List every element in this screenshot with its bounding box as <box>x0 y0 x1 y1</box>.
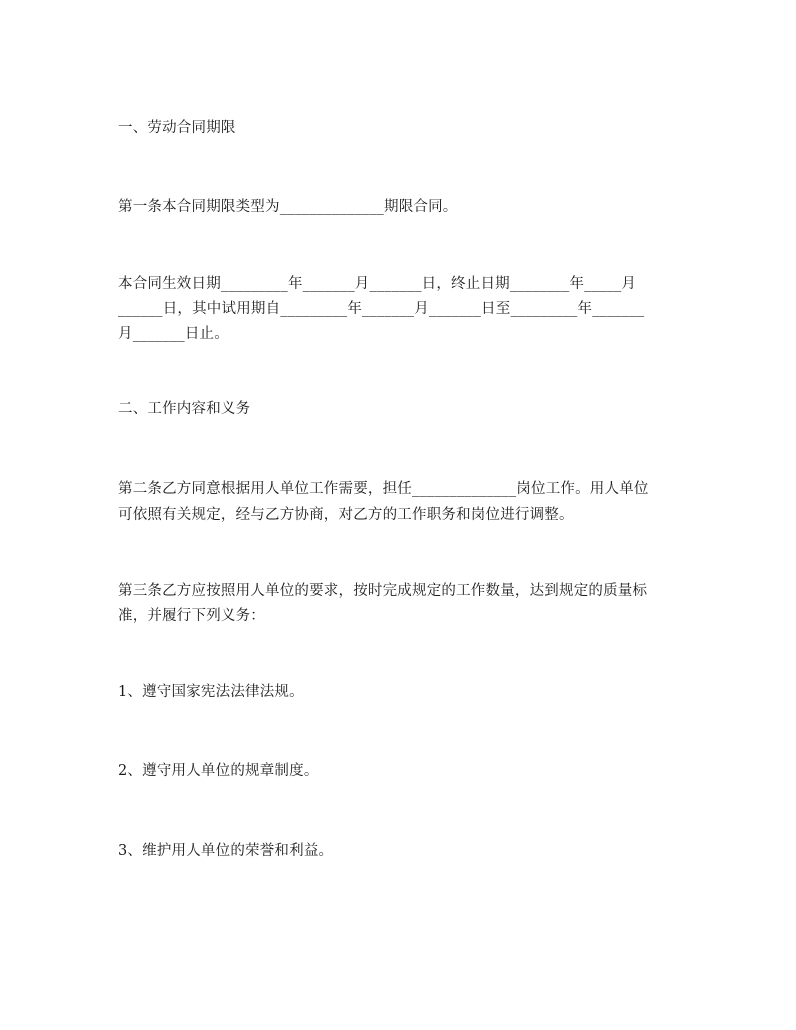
article2-line1: 第二条乙方同意根据用人单位工作需要，担任______________岗位工作。用人单位 <box>118 481 649 497</box>
section2-heading: 二、工作内容和义务 <box>118 401 251 417</box>
article1-text: 第一条本合同期限类型为______________期限合同。 <box>118 199 458 215</box>
effective-date-line3: 月_______日止。 <box>118 326 229 342</box>
duty-item-3: 3、维护用人单位的荣誉和利益。 <box>118 843 334 859</box>
section1-heading: 一、劳动合同期限 <box>118 120 236 136</box>
article2-line2: 可依照有关规定，经与乙方协商，对乙方的工作职务和岗位进行调整。 <box>118 507 574 523</box>
effective-date-line1: 本合同生效日期_________年_______月_______日，终止日期________年_____月 <box>118 276 637 292</box>
article3-line2: 准，并履行下列义务： <box>118 608 265 624</box>
effective-date-line2: ______日，其中试用期自_________年_______月_______日至_________年_______ <box>118 301 645 317</box>
duty-item-1: 1、遵守国家宪法法律法规。 <box>118 684 304 700</box>
duty-item-2: 2、遵守用人单位的规章制度。 <box>118 763 319 779</box>
article3-line1: 第三条乙方应按照用人单位的要求，按时完成规定的工作数量，达到规定的质量标 <box>118 583 648 599</box>
